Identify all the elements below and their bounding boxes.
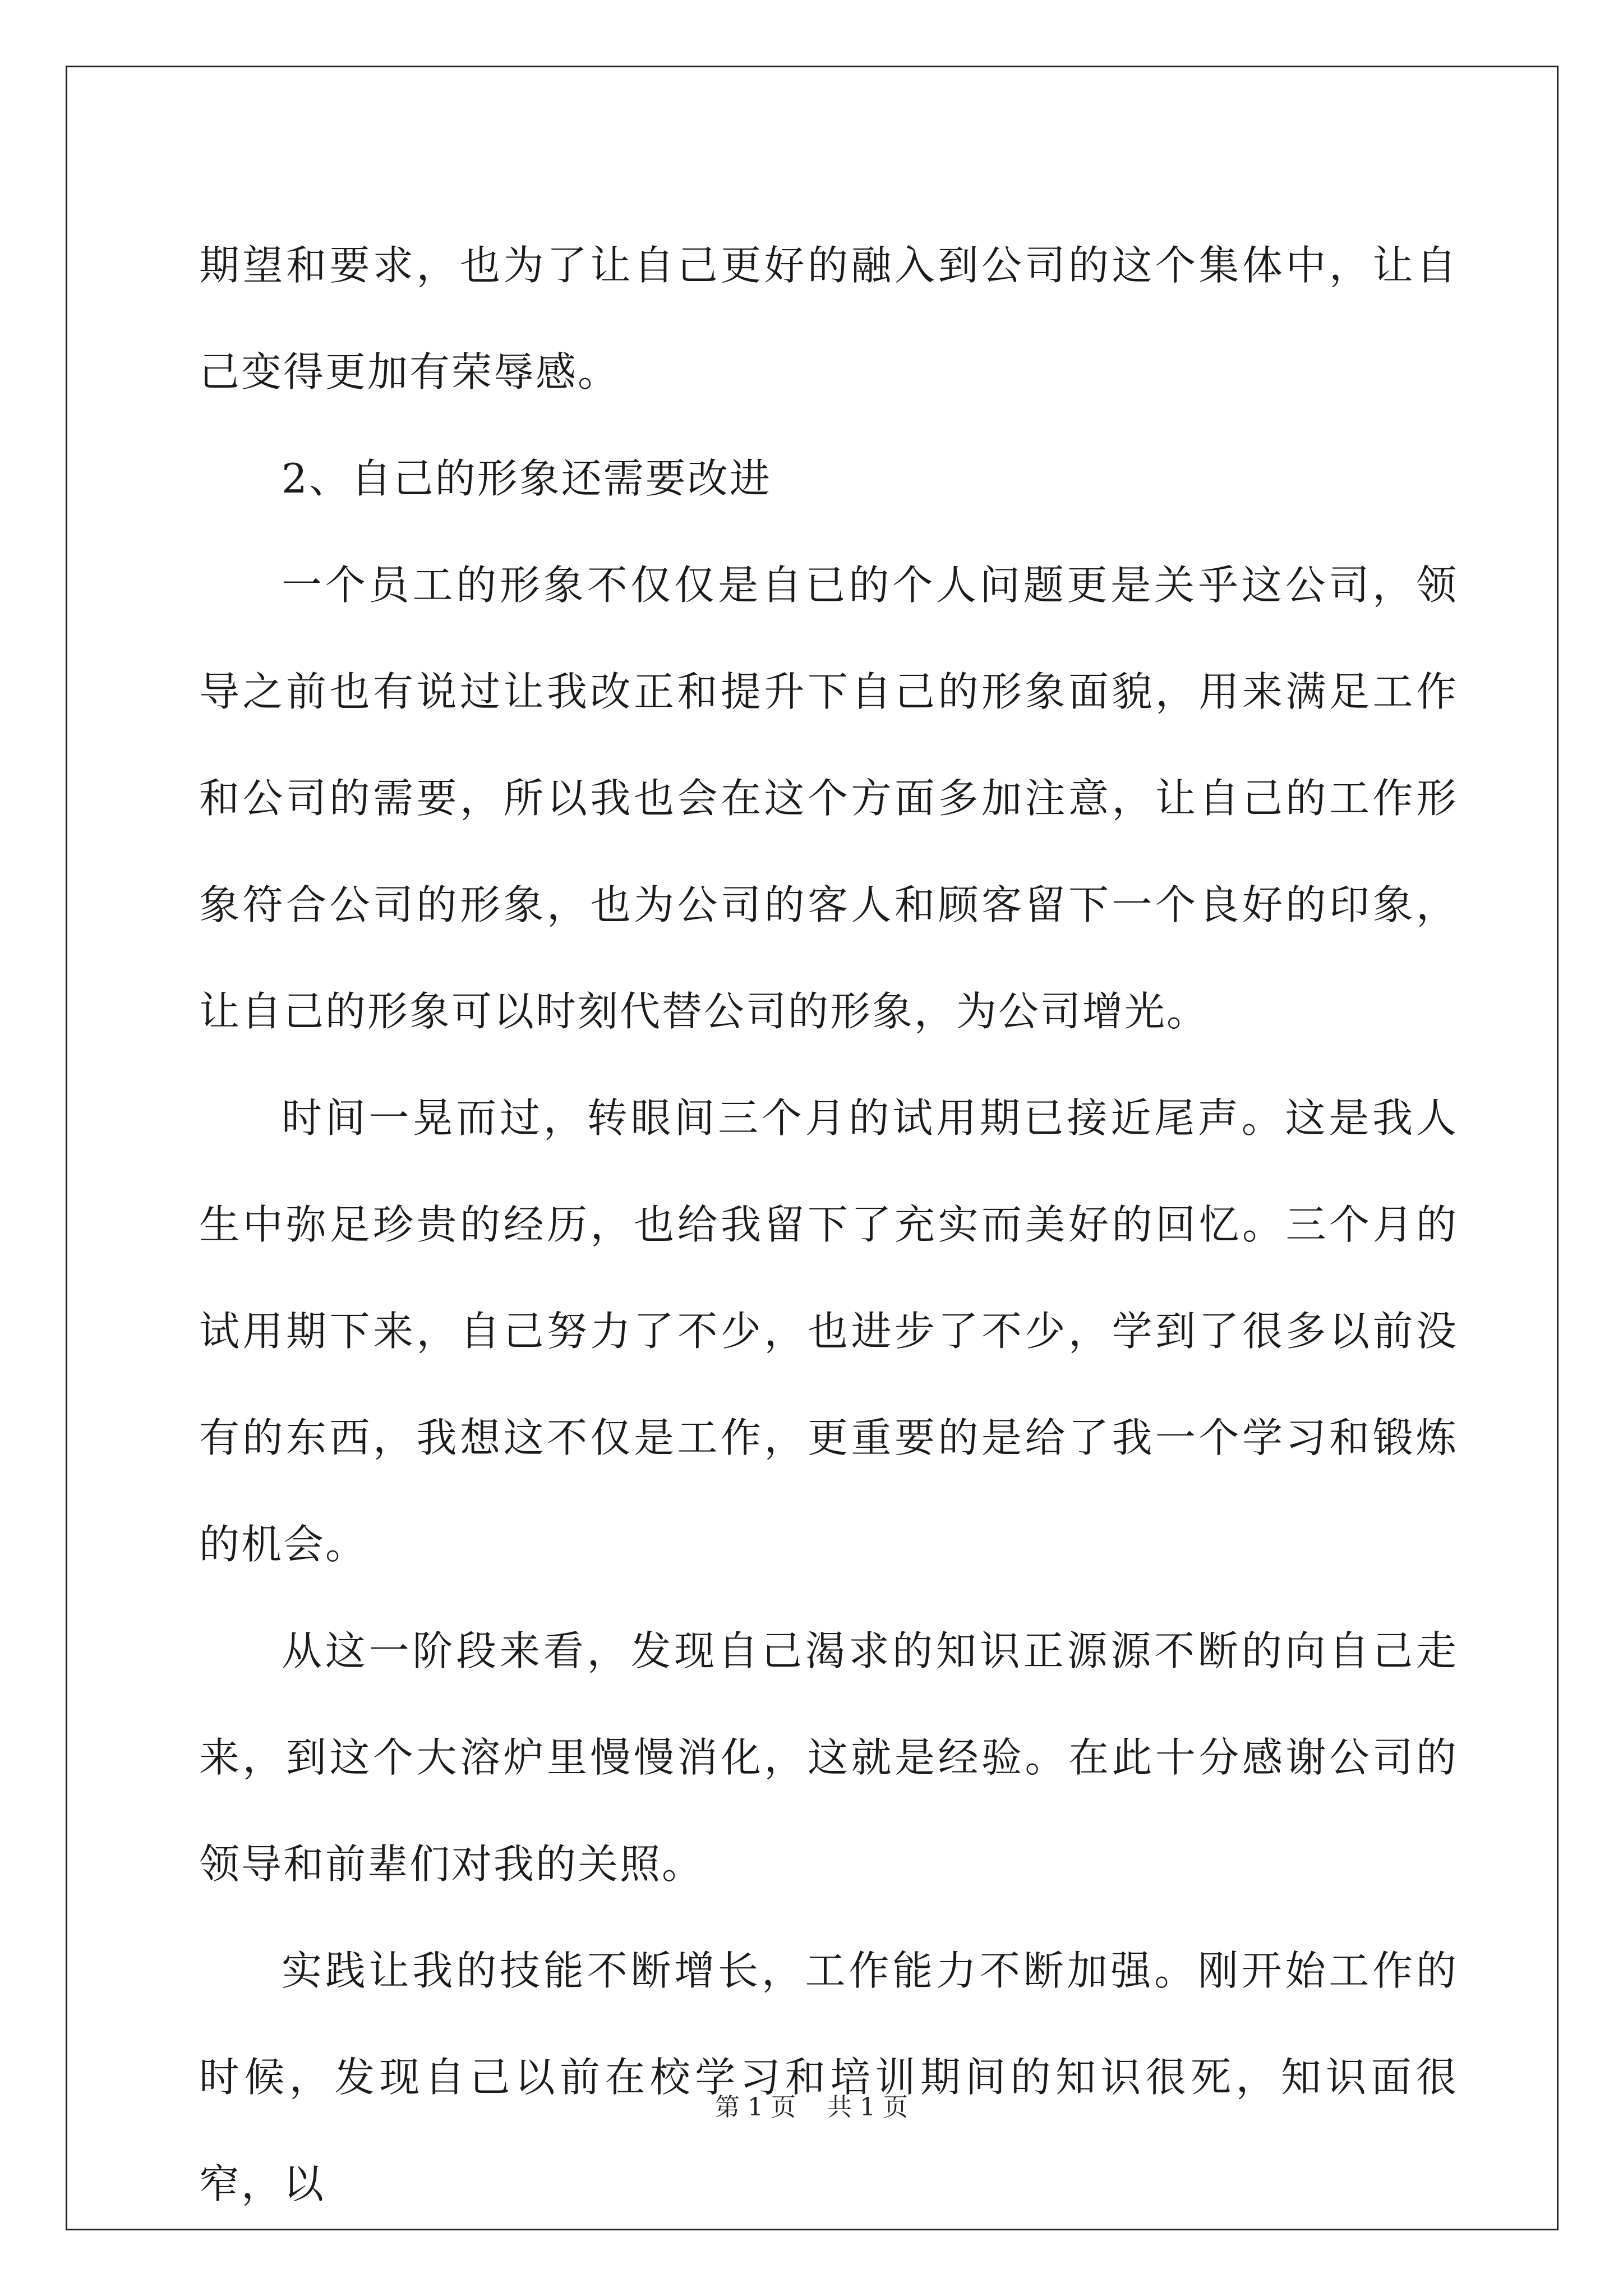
paragraph-2-heading: 2、自己的形象还需要改进 <box>282 455 772 502</box>
paragraph-4: 时间一晃而过，转眼间三个月的试用期已接近尾声。这是我人生中弥足珍贵的经历，也给我留下了充实而美好的回忆。三个月的试用期下来，自己努力了不少，也进步了不少，学到了很多以前没有的东西，我想这不仅是工作，更重要的是给了我一个学习和锻炼的机会。 <box>199 1094 1458 1568</box>
paragraph-1: 期望和要求，也为了让自己更好的融入到公司的这个集体中，让自己变得更加有荣辱感。 <box>199 242 1458 395</box>
paragraph-3: 一个员工的形象不仅仅是自已的个人问题更是关乎这公司，领导之前也有说过让我改正和提升下自己的形象面貌，用来满足工作和公司的需要，所以我也会在这个方面多加注意，让自己的工作形象符合公司的形象，也为公司的客人和顾客留下一个良好的印象，让自己的形象可以时刻代替公司的形象，为公司增光。 <box>199 562 1458 1035</box>
paragraph-6: 实践让我的技能不断增长，工作能力不断加强。刚开始工作的时候，发现自己以前在校学习和培训期间的知识很死，知识面很窄，以 <box>199 1947 1458 2207</box>
paragraph-5: 从这一阶段来看，发现自己渴求的知识正源源不断的向自己走来，到这个大溶炉里慢慢消化，这就是经验。在此十分感谢公司的领导和前辈们对我的关照。 <box>199 1627 1458 1888</box>
page-footer: 第 1 页 共 1 页 <box>715 2093 908 2122</box>
document-body <box>199 212 1458 2237</box>
